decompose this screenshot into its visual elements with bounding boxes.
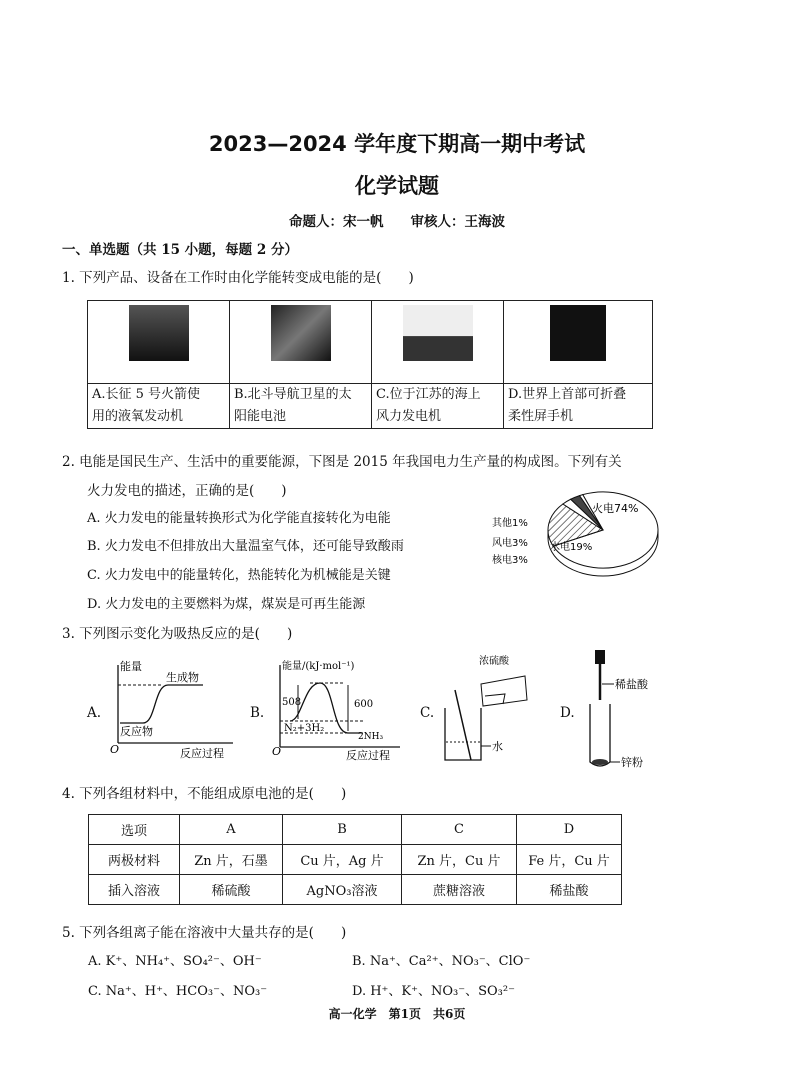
d-zinc-label: 锌粉 [621, 756, 643, 769]
a-product: 生成物 [166, 671, 199, 684]
q3-letter-a: A. [87, 705, 102, 721]
label-hedian: 核电3% [492, 555, 528, 566]
a-reactant: 反应物 [120, 725, 153, 738]
satellite-photo [234, 305, 367, 383]
q4-cell: Fe 片，Cu 片 [517, 845, 622, 875]
q4-cell: 稀盐酸 [517, 875, 622, 905]
b-origin: O [272, 745, 282, 758]
q2-option-c: C. 火力发电中的能量转化，热能转化为机械能是关键 [87, 568, 391, 583]
q4-cell: Zn 片，石墨 [180, 845, 283, 875]
page-footer: 高一化学 第1页 共6页 [328, 1007, 466, 1021]
diagram-b [270, 655, 410, 765]
q4-stem: 4. 下列各组材料中，不能组成原电池的是( ) [62, 786, 347, 802]
label-qita: 其他1% [492, 518, 528, 529]
q4-cell: 稀硫酸 [180, 875, 283, 905]
b-xlabel: 反应过程 [346, 749, 390, 762]
q3-letter-b: B. [250, 705, 265, 721]
q2-stem-line1: 2. 电能是国民生产、生活中的重要能源，下图是 2015 年我国电力生产量的构成图。下列有关 [62, 454, 622, 470]
label-fengdian: 风电3% [492, 538, 528, 549]
q2-option-d: D. 火力发电的主要燃料为煤，煤炭是可再生能源 [87, 597, 366, 612]
q4-header-2: B [283, 815, 402, 845]
q4-cell: Zn 片，Cu 片 [402, 845, 517, 875]
q5-option-a: A. K⁺、NH₄⁺、SO₄²⁻、OH⁻ [88, 954, 262, 969]
q1-option-a: A.长征 5 号火箭使 用的液氧发动机 [88, 384, 230, 429]
q4-header-3: C [402, 815, 517, 845]
q3-letter-d: D. [560, 705, 575, 721]
a-ylabel: 能量 [120, 660, 142, 673]
rocket-photo [92, 305, 225, 383]
q4-table [88, 814, 622, 905]
exam-subtitle: 化学试题 [355, 174, 439, 198]
b-600: 600 [354, 699, 374, 710]
q3-stem: 3. 下列图示变化为吸热反应的是( ) [62, 626, 293, 642]
q2-option-b: B. 火力发电不但排放出大量温室气体，还可能导致酸雨 [87, 539, 404, 554]
b-ylabel: 能量/(kJ·mol⁻¹) [282, 661, 355, 672]
q3-letter-c: C. [420, 705, 435, 721]
q4-header-1: A [180, 815, 283, 845]
diagram-d [580, 650, 675, 775]
q5-option-d: D. H⁺、K⁺、NO₃⁻、SO₃²⁻ [352, 984, 515, 999]
exam-title: 2023—2024 学年度下期高一期中考试 [208, 132, 586, 156]
q1-option-c: C.位于江苏的海上 风力发电机 [372, 384, 504, 429]
b-product: 2NH₃ [358, 732, 384, 742]
d-acid-label: 稀盐酸 [615, 678, 648, 691]
q1-stem: 1. 下列产品、设备在工作时由化学能转变成电能的是( ) [62, 270, 414, 286]
diagram-c [435, 650, 555, 770]
q4-cell: Cu 片，Ag 片 [283, 845, 402, 875]
authors-line: 命题人：宋一帆 审核人：王海波 [289, 214, 505, 230]
b-508: 508 [282, 697, 302, 708]
q2-option-a: A. 火力发电的能量转换形式为化学能直接转化为电能 [87, 511, 391, 526]
q4-header-4: D [517, 815, 622, 845]
q2-stem-line2: 火力发电的描述，正确的是( ) [87, 483, 287, 499]
q5-stem: 5. 下列各组离子能在溶液中大量共存的是( ) [62, 925, 347, 941]
a-origin: O [110, 743, 120, 756]
q5-option-b: B. Na⁺、Ca²⁺、NO₃⁻、ClO⁻ [352, 954, 531, 969]
b-reactant: N₂+3H₂ [284, 723, 325, 734]
c-acid-label: 浓硫酸 [479, 656, 509, 667]
a-xlabel: 反应过程 [180, 747, 224, 760]
phone-photo [508, 305, 648, 383]
q4-cell: 蔗糖溶液 [402, 875, 517, 905]
q4-cell: 插入溶液 [89, 875, 180, 905]
q4-header-0: 选项 [89, 815, 180, 845]
section-heading: 一、单选题（共 15 小题，每题 2 分） [62, 242, 298, 258]
power-pie-chart [488, 478, 668, 588]
q4-cell: 两极材料 [89, 845, 180, 875]
label-huodian: 火电74% [592, 502, 639, 515]
q1-option-d: D.世界上首部可折叠 柔性屏手机 [504, 384, 653, 429]
diagram-a [108, 655, 248, 765]
label-shuidian: 水电19% [550, 542, 593, 553]
q1-option-b: B.北斗导航卫星的太 阳能电池 [230, 384, 372, 429]
q5-option-c: C. Na⁺、H⁺、HCO₃⁻、NO₃⁻ [88, 984, 268, 999]
q1-options-table [87, 300, 653, 429]
wind-turbine-photo [376, 305, 499, 383]
c-water-label: 水 [492, 740, 503, 753]
q4-cell: AgNO₃溶液 [283, 875, 402, 905]
